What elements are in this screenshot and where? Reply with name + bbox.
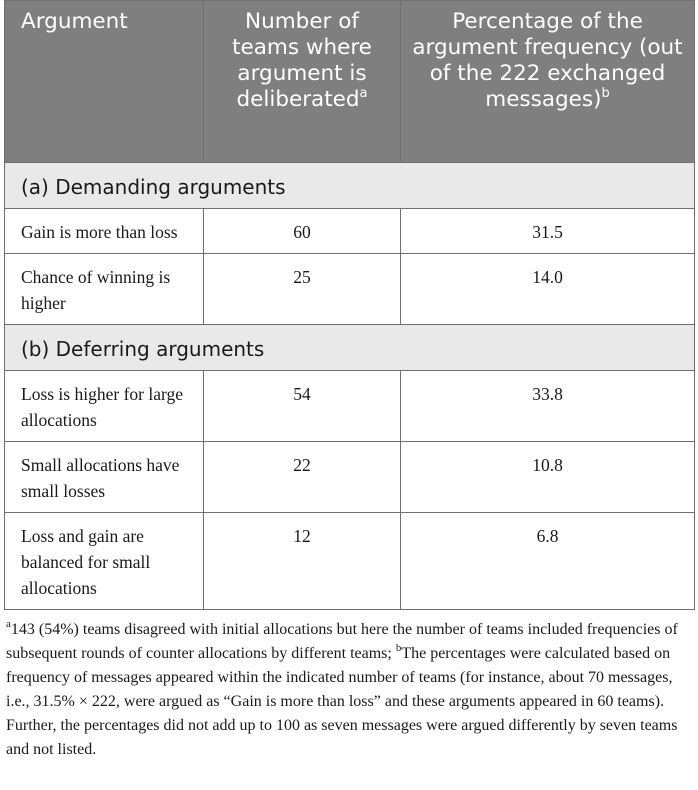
header-teams: Number of teams where argument is deliberated$^a$ bbox=[204, 1, 401, 163]
table-row bbox=[5, 442, 695, 513]
footnote-text-a: 143 (54%) teams disagreed with initial allocations but here the number of teams included frequencies of subsequent rounds of counter allocations by different teams; bbox=[6, 621, 678, 662]
cell-percentage: 14.0 bbox=[401, 254, 695, 325]
table-footnote bbox=[4, 618, 694, 762]
section-row bbox=[5, 325, 695, 371]
cell-teams: 22 bbox=[204, 442, 401, 513]
section-title: (b) Deferring arguments bbox=[5, 325, 695, 371]
header-argument: Argument bbox=[5, 1, 204, 163]
section-row bbox=[5, 163, 695, 209]
footnote-sup-b: b bbox=[395, 641, 402, 654]
table-row bbox=[5, 209, 695, 254]
section-title: (a) Demanding arguments bbox=[5, 163, 695, 209]
cell-teams: 12 bbox=[204, 513, 401, 610]
footnote-text-b: The percentages were calculated based on frequency of messages appeared within the indicated number of teams (for instance, about 70 messages, i.e., 31.5% × 222, were argued as “Gain is more than loss” and these arguments appeared in 60 teams). Further, the percentages did not add up to 100 as seven messages were argued differently by seven teams and not listed. bbox=[6, 645, 678, 758]
table-row bbox=[5, 254, 695, 325]
footnote-sup-a: a bbox=[6, 617, 11, 630]
cell-percentage: 31.5 bbox=[401, 209, 695, 254]
header-percentage-sup: b bbox=[601, 85, 610, 101]
table-row bbox=[5, 513, 695, 610]
cell-argument: Gain is more than loss bbox=[5, 209, 204, 254]
cell-teams: 60 bbox=[204, 209, 401, 254]
header-percentage: Percentage of the argument frequency (out of the 222 exchanged messages)$^b$ bbox=[401, 1, 695, 163]
cell-argument: Loss and gain are balanced for small allocations bbox=[5, 513, 204, 610]
cell-percentage: 33.8 bbox=[401, 371, 695, 442]
cell-argument: Chance of winning is higher bbox=[5, 254, 204, 325]
cell-percentage: 6.8 bbox=[401, 513, 695, 610]
cell-argument: Small allocations have small losses bbox=[5, 442, 204, 513]
cell-argument: Loss is higher for large allocations bbox=[5, 371, 204, 442]
arguments-table bbox=[4, 0, 695, 610]
table-row bbox=[5, 371, 695, 442]
cell-teams: 54 bbox=[204, 371, 401, 442]
header-row bbox=[5, 1, 695, 163]
cell-percentage: 10.8 bbox=[401, 442, 695, 513]
table-container bbox=[4, 0, 694, 762]
cell-teams: 25 bbox=[204, 254, 401, 325]
header-teams-sup: a bbox=[359, 85, 368, 101]
